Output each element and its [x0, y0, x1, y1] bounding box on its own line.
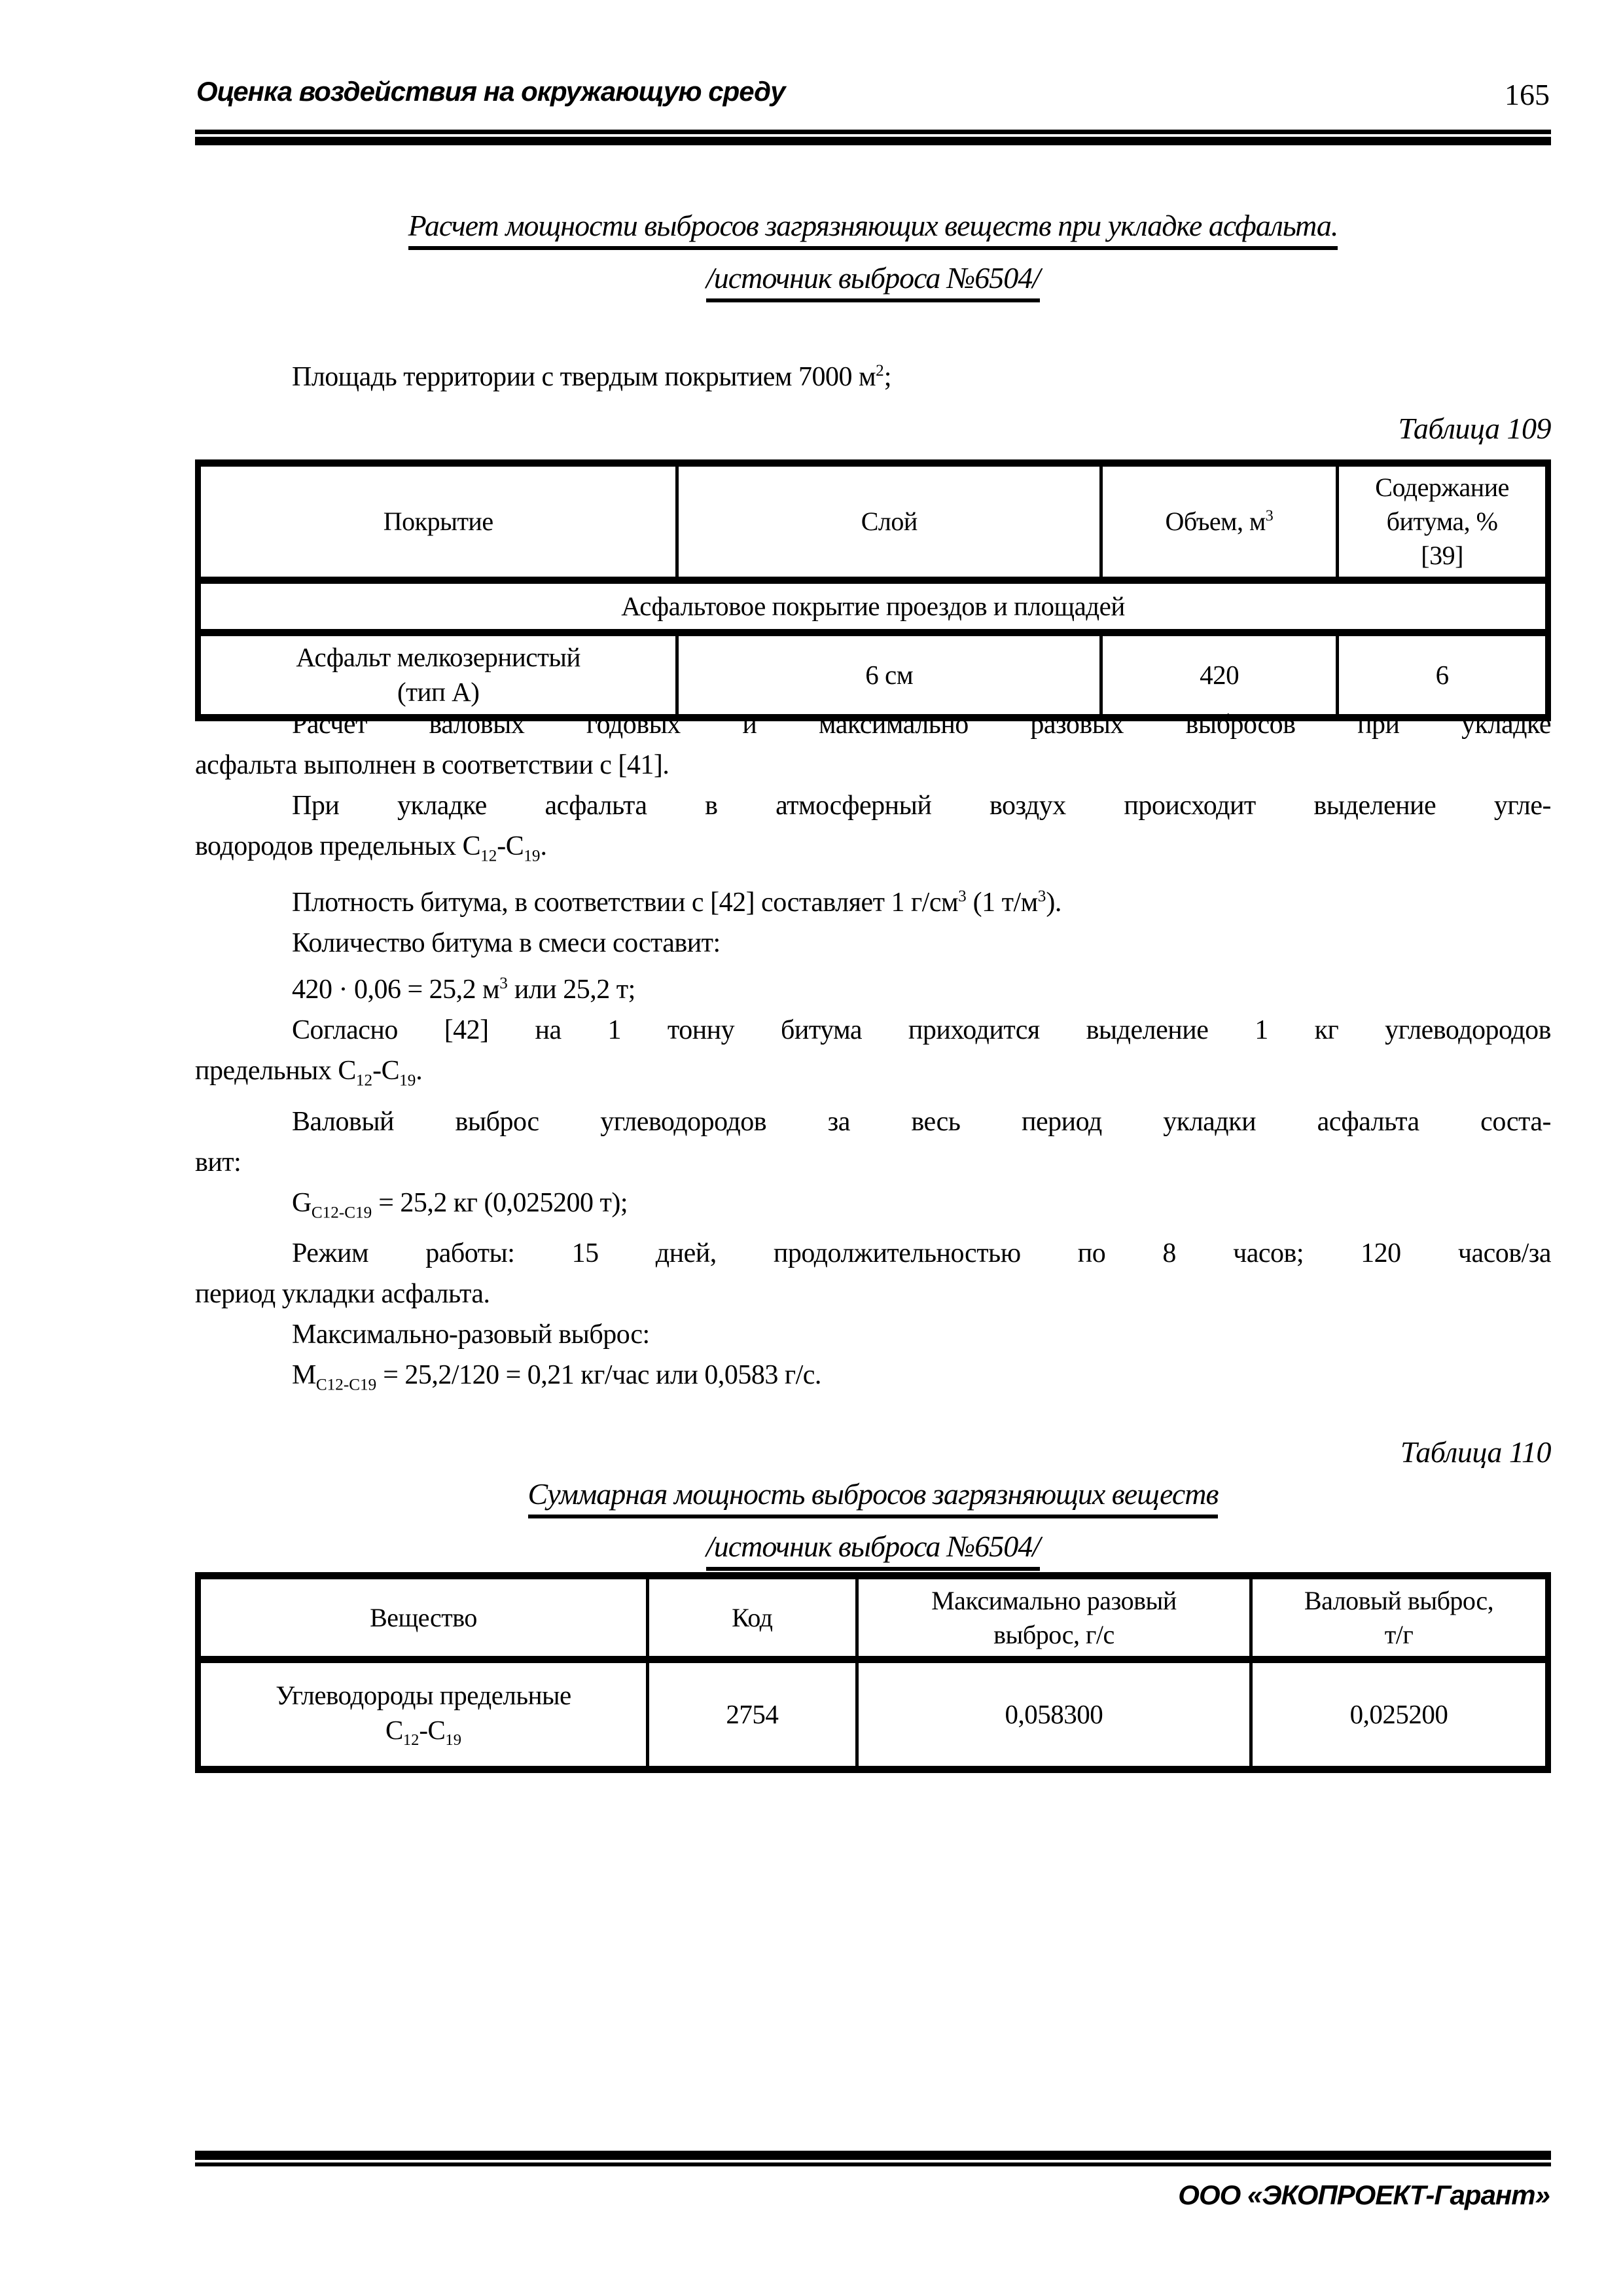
table109-cell-bitumen: 6: [1338, 633, 1548, 718]
table109-section-row: Асфальтовое покрытие проездов и площадей: [198, 581, 1548, 633]
footer-rule-thick: [195, 2151, 1551, 2160]
table109-header-coating: Покрытие: [198, 463, 677, 581]
table109-cell-volume: 420: [1101, 633, 1338, 718]
table110-header-max-emission: Максимально разовый выброс, г/с: [857, 1576, 1251, 1660]
body-line: 420 · 0,06 = 25,2 $м^3$ или 25,2 т;: [292, 975, 635, 1005]
header-double-rule: [195, 130, 1551, 145]
table110-cell-max-emission: 0,058300: [857, 1660, 1251, 1770]
intro-paragraph: Площадь территории с твердым покрытием 7000 $м^2$;: [292, 362, 891, 392]
table110-cell-code: 2754: [647, 1660, 857, 1770]
body-line: Количество битума в смеси составит:: [292, 928, 721, 959]
table110-caption: Таблица 110: [1400, 1435, 1551, 1469]
body-line: Плотность битума, в соответствии с [42] составляет 1 $г/см^3$ (1 $т/м^3$).: [292, 888, 1061, 918]
table110-cell-substance: Углеводороды предельные $С_{12}-С_{19}$: [198, 1660, 648, 1770]
table110-title-line1: Суммарная мощность выбросов загрязняющих веществ: [528, 1477, 1219, 1518]
table110-title: [195, 1477, 1551, 1571]
table110-header-substance: Вещество: [198, 1576, 648, 1660]
table-row: [198, 1660, 1548, 1770]
body-line: асфальта выполнен в соответствии с [41].: [195, 750, 669, 780]
table110-header-gross-emission: Валовый выброс, т/г: [1251, 1576, 1548, 1660]
footer-rule-thin: [195, 2162, 1551, 2166]
section-title-line1: Расчет мощности выбросов загрязняющих веществ при укладке асфальта.: [408, 208, 1338, 250]
table109-cell-coating: Асфальт мелкозернистый (тип А): [198, 633, 677, 718]
page-number: 165: [1505, 78, 1550, 111]
body-line: Расчет валовых годовых и максимально разовых выбросов при укладке: [292, 709, 1551, 740]
table110-title-line2: /источник выброса №6504/: [706, 1529, 1040, 1571]
body-line: При укладке асфальта в атмосферный воздух происходит выделение угле-: [292, 791, 1551, 821]
table110-header-code: Код: [647, 1576, 857, 1660]
total-emissions-table: [195, 1572, 1551, 1773]
footer-company: ООО «ЭКОПРОЕКТ-Гарант»: [1178, 2179, 1550, 2210]
body-text: [195, 704, 1551, 1406]
table109-header-bitumen: Содержание битума, % [39]: [1338, 463, 1548, 581]
body-line: Согласно [42] на 1 тонну битума приходится выделение 1 кг углеводородов: [292, 1015, 1551, 1046]
body-line: вит:: [195, 1147, 241, 1177]
table109-cell-layer: 6 см: [677, 633, 1101, 718]
body-line: предельных $С_{12}-С_{19}$.: [195, 1056, 423, 1090]
table109-caption: Таблица 109: [1398, 412, 1551, 445]
body-line: $М_{С12-С19} = 25,2/120 = 0,21$ кг/час или 0,0583 г/с.: [292, 1360, 821, 1394]
table109-header-volume: Объем, $м^3$: [1101, 463, 1338, 581]
body-line: Валовый выброс углеводородов за весь период укладки асфальта соста-: [292, 1106, 1551, 1137]
table110-cell-gross-emission: 0,025200: [1251, 1660, 1548, 1770]
body-line: $G_{С12-С19} = 25,2$ кг (0,025200 т);: [292, 1187, 628, 1222]
running-header-title: Оценка воздействия на окружающую среду: [196, 76, 785, 107]
body-line: Режим работы: 15 дней, продолжительностью по 8 часов; 120 часов/за: [292, 1238, 1551, 1269]
body-line: период укладки асфальта.: [195, 1279, 490, 1310]
header-rule-thin: [195, 130, 1551, 134]
section-title-line2: /источник выброса №6504/: [706, 260, 1040, 302]
body-line: Максимально-разовый выброс:: [292, 1319, 650, 1350]
section-title: [195, 208, 1551, 302]
table109-header-layer: Слой: [677, 463, 1101, 581]
header-rule-thick: [195, 137, 1551, 145]
body-line: водородов предельных $С_{12}-С_{19}$.: [195, 831, 547, 865]
asphalt-coating-table: [195, 459, 1551, 721]
footer-double-rule: [195, 2151, 1551, 2166]
